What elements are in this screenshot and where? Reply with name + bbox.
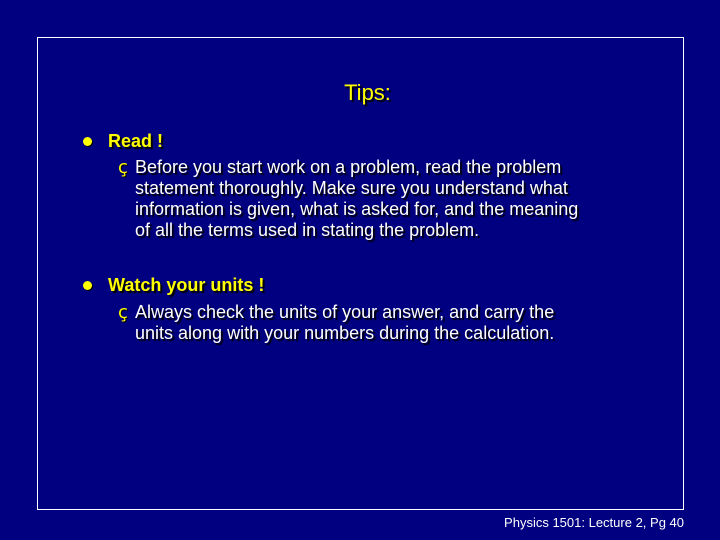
bullet-circle-icon	[83, 281, 92, 290]
bullet-circle-icon	[83, 137, 92, 146]
bullet-heading: Watch your units !	[108, 275, 265, 295]
sub-bullet-text: Before you start work on a problem, read the problem statement thoroughly. Make sure you understand what information is given, what is asked for, and the meaning of all the terms used in stating the problem.	[135, 157, 579, 240]
sub-bullet-text: Always check the units of your answer, and carry the units along with your numbers during the calculation.	[135, 302, 555, 343]
slide-frame	[37, 37, 684, 510]
slide-footer: Physics 1501: Lecture 2, Pg 40	[504, 515, 684, 530]
bullet-heading: Read !	[108, 131, 164, 151]
sub-bullet-arrow-icon: ç	[118, 302, 128, 323]
slide-title: Tips:	[344, 80, 391, 105]
sub-bullet-arrow-icon: ç	[118, 157, 128, 178]
